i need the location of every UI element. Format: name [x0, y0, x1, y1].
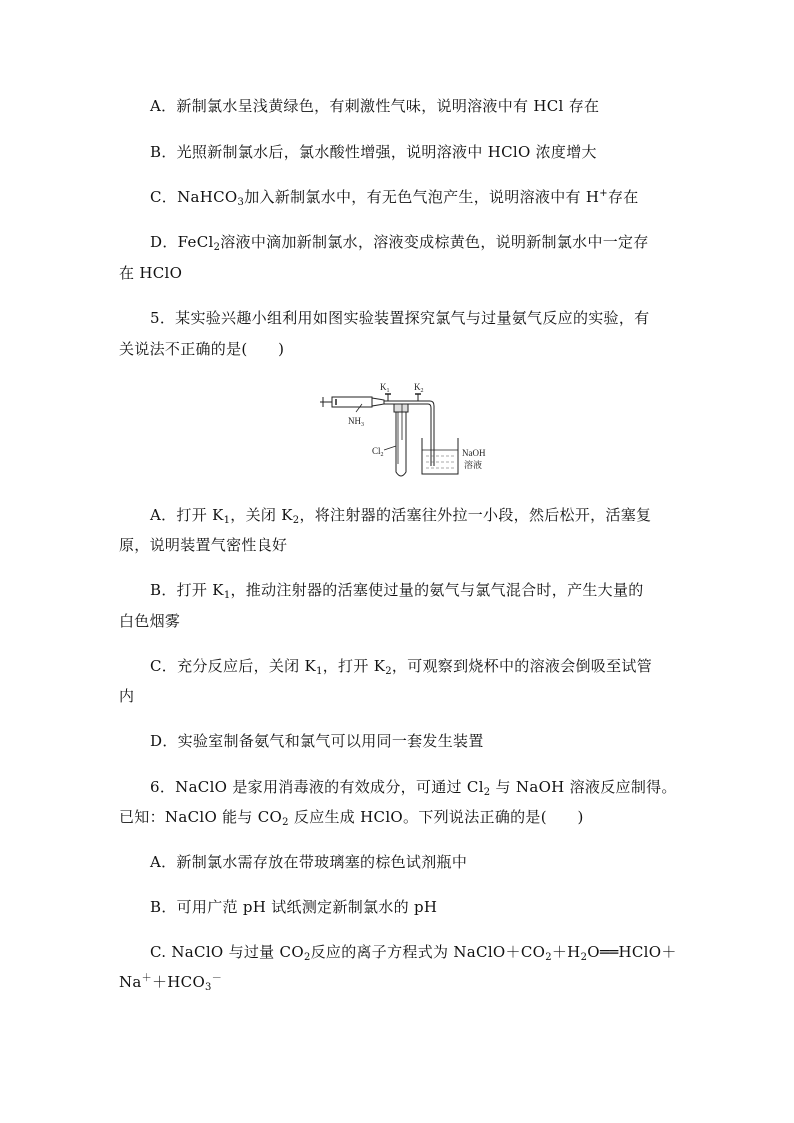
q5-option-c-cont: 内 [119, 687, 135, 705]
q5-option-c: C．充分反应后，关闭 $K_1$，打开 $K_2$，可观察到烧杯中的溶液会倒吸至试管 [150, 657, 652, 677]
q4-option-d-cont: 在 HClO [119, 264, 183, 282]
label-k1: $K_1$ [380, 382, 390, 394]
q5-stem: 5．某实验兴趣小组利用如图实验装置探究氯气与过量氨气反应的实验，有 [150, 309, 650, 327]
q6-stem: 6．NaClO 是家用消毒液的有效成分，可通过 $Cl_2$ 与 NaOH 溶液反应制得。 [150, 778, 677, 798]
q6-option-a: A．新制氯水需存放在带玻璃塞的棕色试剂瓶中 [150, 853, 468, 871]
label-cl2: $Cl_2$ [372, 446, 384, 458]
q5-option-a: A．打开 $K_1$，关闭 $K_2$，将注射器的活塞往外拉一小段，然后松开，活塞复 [150, 506, 652, 526]
q5-option-a-cont: 原，说明装置气密性良好 [119, 536, 288, 554]
q5-option-d: D．实验室制备氨气和氯气可以用同一套发生装置 [150, 732, 484, 750]
q4-option-b: B．光照新制氯水后，氯水酸性增强，说明溶液中 HClO 浓度增大 [150, 143, 597, 161]
q5-stem-cont: 关说法不正确的是( ) [119, 340, 285, 358]
q5-option-b: B．打开 $K_1$，推动注射器的活塞使过量的氨气与氯气混合时，产生大量的 [150, 581, 644, 601]
q6-option-c: C. NaClO 与过量 $CO_2$反应的离子方程式为 $NaClO+CO_2+H_2O══HClO+$ [150, 943, 677, 963]
label-naoh: NaOH [462, 448, 486, 458]
q6-option-c-cont: $Na^++HCO_3^-$ [119, 973, 223, 993]
label-k2: $K_2$ [414, 382, 424, 394]
q5-option-b-cont: 白色烟雾 [119, 612, 181, 630]
q6-option-b: B．可用广范 pH 试纸测定新制氯水的 pH [150, 898, 438, 916]
label-solution: 溶液 [464, 460, 483, 470]
q6-stem-cont: 已知：NaClO 能与 $CO_2$ 反应生成 HClO。下列说法正确的是( ) [119, 808, 584, 828]
q4-option-a: A．新制氯水呈浅黄绿色，有刺激性气味，说明溶液中有 HCl 存在 [150, 97, 600, 115]
q4-option-d: D．FeCl$_2$溶液中滴加新制氯水，溶液变成棕黄色，说明新制氯水中一定存 [150, 233, 649, 253]
label-nh3: $NH_3$ [348, 416, 364, 428]
apparatus-diagram [318, 380, 508, 480]
q4-option-c: C．NaHCO$_3$加入新制氯水中，有无色气泡产生，说明溶液中有 H+存在 [150, 188, 639, 208]
